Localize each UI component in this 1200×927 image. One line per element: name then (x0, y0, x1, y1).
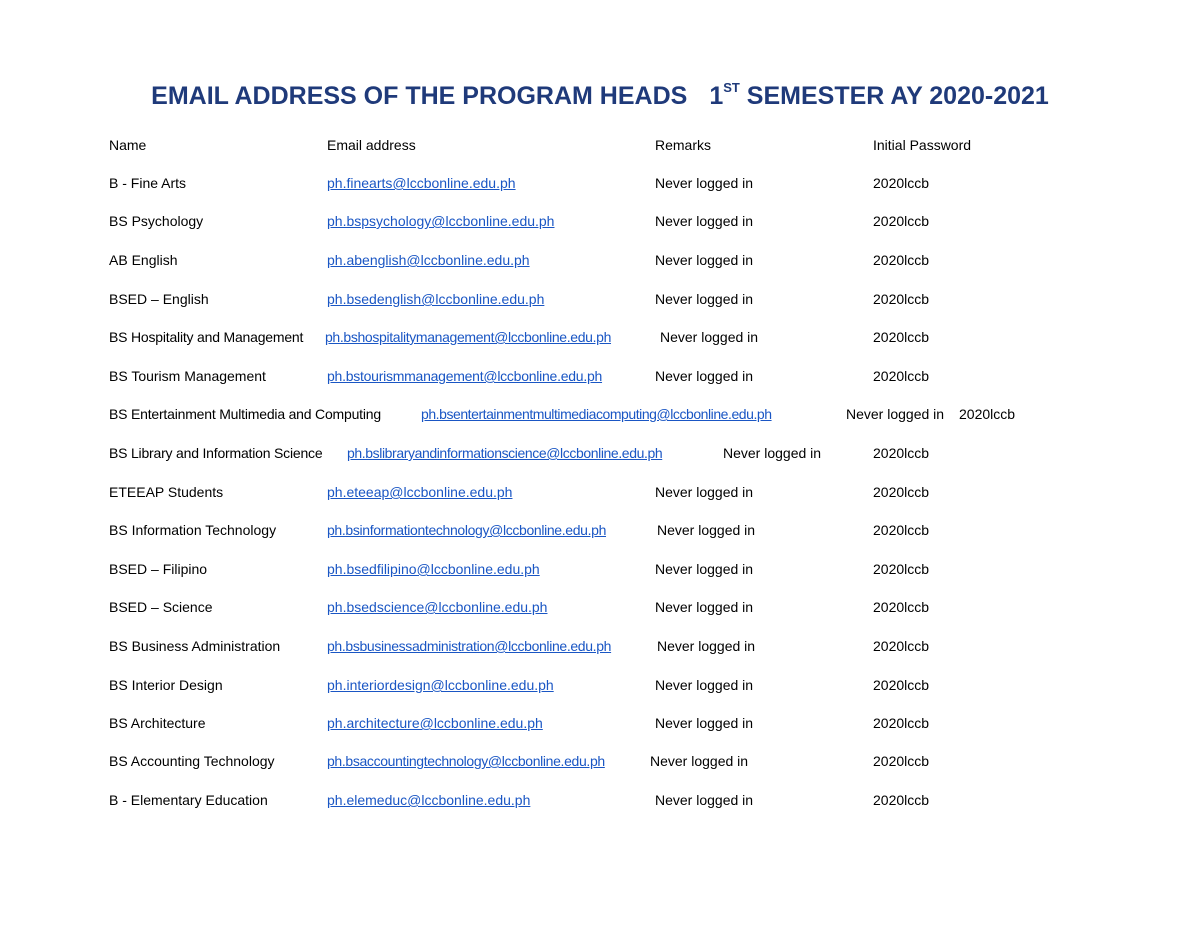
initial-password: 2020lccb (873, 599, 930, 615)
table-row (0, 596, 1200, 618)
program-name: B - Fine Arts (109, 175, 187, 191)
initial-password: 2020lccb (873, 677, 930, 693)
initial-password: 2020lccb (873, 445, 930, 461)
initial-password: 2020lccb (873, 291, 930, 307)
remarks: Never logged in (655, 715, 754, 731)
initial-password: 2020lccb (873, 561, 930, 577)
email-link[interactable]: ph.bspsychology@lccbonline.edu.ph (327, 213, 555, 229)
program-name: BS Hospitality and Management (109, 329, 304, 345)
email-link[interactable]: ph.bslibraryandinformationscience@lccbonline.edu.ph (347, 445, 663, 461)
email-link[interactable]: ph.bsaccountingtechnology@lccbonline.edu.ph (327, 753, 605, 769)
table-row (0, 750, 1200, 772)
email-link[interactable]: ph.bsedscience@lccbonline.edu.ph (327, 599, 548, 615)
initial-password: 2020lccb (873, 715, 930, 731)
email-link[interactable]: ph.architecture@lccbonline.edu.ph (327, 715, 543, 731)
table-row (0, 326, 1200, 348)
program-name: BS Tourism Management (109, 368, 266, 384)
table-row (0, 365, 1200, 387)
remarks: Never logged in (655, 484, 754, 500)
program-name: BSED – English (109, 291, 209, 307)
remarks: Never logged in (655, 599, 754, 615)
table-header-row (0, 134, 1200, 156)
program-name: BS Accounting Technology (109, 753, 275, 769)
table-row (0, 481, 1200, 503)
header-email: Email address (327, 137, 416, 153)
header-password: Initial Password (873, 137, 972, 153)
initial-password: 2020lccb (873, 638, 930, 654)
remarks: Never logged in (655, 561, 754, 577)
initial-password: 2020lccb (873, 753, 930, 769)
remarks: Never logged in (846, 406, 945, 422)
remarks: Never logged in (655, 175, 754, 191)
program-name: BS Information Technology (109, 522, 277, 538)
program-name: BS Library and Information Science (109, 445, 323, 461)
program-name: BS Architecture (109, 715, 206, 731)
initial-password: 2020lccb (873, 792, 930, 808)
program-name: BS Business Administration (109, 638, 281, 654)
title-main: EMAIL ADDRESS OF THE PROGRAM HEADS (151, 82, 688, 110)
table-row (0, 674, 1200, 696)
remarks: Never logged in (650, 753, 749, 769)
email-link[interactable]: ph.bstourismmanagement@lccbonline.edu.ph (327, 368, 603, 384)
program-name: BSED – Science (109, 599, 213, 615)
initial-password: 2020lccb (873, 213, 930, 229)
initial-password: 2020lccb (873, 484, 930, 500)
header-remarks: Remarks (655, 137, 712, 153)
email-link[interactable]: ph.elemeduc@lccbonline.edu.ph (327, 792, 531, 808)
table-row (0, 789, 1200, 811)
remarks: Never logged in (657, 522, 756, 538)
initial-password: 2020lccb (873, 252, 930, 268)
title-semester-number: 1 (709, 82, 724, 110)
title-semester-superscript: ST (723, 80, 740, 95)
page-title (0, 80, 1200, 111)
table-row (0, 442, 1200, 464)
program-name: BSED – Filipino (109, 561, 208, 577)
email-link[interactable]: ph.finearts@lccbonline.edu.ph (327, 175, 516, 191)
program-name: AB English (109, 252, 178, 268)
program-name: B - Elementary Education (109, 792, 268, 808)
header-name: Name (109, 137, 147, 153)
table-row (0, 403, 1200, 425)
remarks: Never logged in (655, 792, 754, 808)
table-row (0, 558, 1200, 580)
title-semester-text: SEMESTER AY 2020-2021 (746, 82, 1049, 110)
remarks: Never logged in (723, 445, 822, 461)
email-link[interactable]: ph.eteeap@lccbonline.edu.ph (327, 484, 513, 500)
remarks: Never logged in (655, 213, 754, 229)
table-row (0, 210, 1200, 232)
remarks: Never logged in (655, 252, 754, 268)
remarks: Never logged in (655, 291, 754, 307)
initial-password: 2020lccb (873, 522, 930, 538)
initial-password: 2020lccb (873, 329, 930, 345)
table-row (0, 249, 1200, 271)
program-name: BS Psychology (109, 213, 204, 229)
initial-password: 2020lccb (959, 406, 1016, 422)
table-row (0, 519, 1200, 541)
remarks: Never logged in (655, 677, 754, 693)
program-name: ETEEAP Students (109, 484, 224, 500)
table-row (0, 712, 1200, 734)
email-link[interactable]: ph.bsedenglish@lccbonline.edu.ph (327, 291, 545, 307)
table-row (0, 288, 1200, 310)
remarks: Never logged in (660, 329, 759, 345)
remarks: Never logged in (657, 638, 756, 654)
program-name: BS Interior Design (109, 677, 223, 693)
email-link[interactable]: ph.bsbusinessadministration@lccbonline.edu.ph (327, 638, 612, 654)
email-link[interactable]: ph.bshospitalitymanagement@lccbonline.edu.ph (325, 329, 612, 345)
email-link[interactable]: ph.bsinformationtechnology@lccbonline.edu.ph (327, 522, 607, 538)
remarks: Never logged in (655, 368, 754, 384)
initial-password: 2020lccb (873, 175, 930, 191)
program-name: BS Entertainment Multimedia and Computing (109, 406, 381, 422)
initial-password: 2020lccb (873, 368, 930, 384)
email-link[interactable]: ph.interiordesign@lccbonline.edu.ph (327, 677, 554, 693)
table-row (0, 635, 1200, 657)
email-link[interactable]: ph.bsedfilipino@lccbonline.edu.ph (327, 561, 540, 577)
email-link[interactable]: ph.abenglish@lccbonline.edu.ph (327, 252, 530, 268)
email-link[interactable]: ph.bsentertainmentmultimediacomputing@lccbonline.edu.ph (421, 406, 772, 422)
table-row (0, 172, 1200, 194)
